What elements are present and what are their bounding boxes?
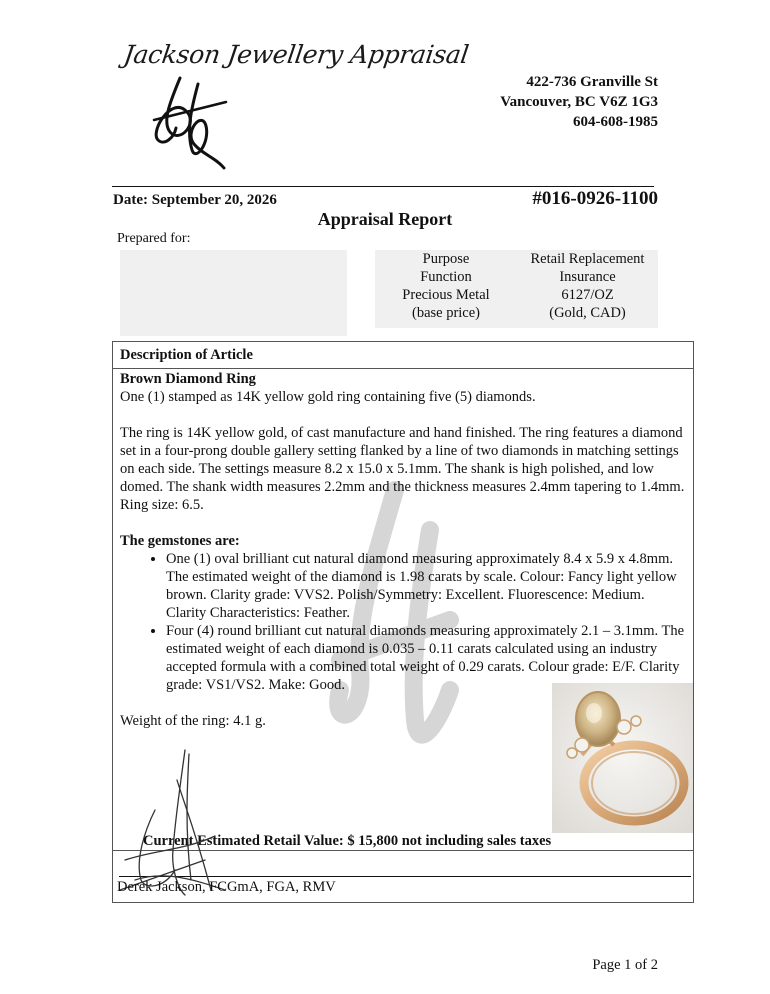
details-row [375,268,658,286]
details-row [375,304,658,322]
estimated-retail-value: Current Estimated Retail Value: $ 15,800 not including sales taxes [143,833,552,849]
gemstones-list [120,550,686,694]
appraiser-signature [115,740,235,900]
header-divider [112,186,654,187]
article-header [113,342,693,369]
gemstone-item: • One (1) oval brilliant cut natural diamond measuring approximately 8.4 x 5.9 x 4.8mm. The estimated weight of the diamond is 1.98 carats by scale. Colour: Fancy light yellow brown. Clarity grade: VVS2. Polish/Symmetry: Excellent. Fluorescence: Medium. Clarity Characteristics: Feather. [166,550,686,622]
details-value: (Gold, CAD) [549,305,626,321]
ring-weight: Weight of the ring: 4.1 g. [120,713,266,729]
details-label: (base price) [411,305,481,321]
address-street: 422-736 Granville St [526,74,658,90]
details-value: Insurance [559,269,616,285]
report-title: Appraisal Report [317,209,453,229]
details-label: Precious Metal [402,287,490,303]
ring-photo [552,683,693,833]
prepared-for-panel [120,250,347,336]
page-number: Page 1 of 2 [592,957,658,973]
report-number: #016-0926-1100 [532,188,658,209]
gemstones-heading: The gemstones are: [120,533,240,549]
item-summary: One (1) stamped as 14K yellow gold ring containing five (5) diamonds. [120,389,536,405]
details-label: Purpose [422,251,470,267]
brand-name: Jackson Jewellery Appraisal [121,40,471,69]
appraiser-name: Derek Jackson, FCGmA, FGA, RMV [117,879,336,895]
address-city: Vancouver, BC V6Z 1G3 [500,94,658,110]
details-row [375,286,658,304]
item-description: The ring is 14K yellow gold, of cast manufacture and hand finished. The ring features a diamond set in a four-prong double gallery setting flanked by a line of two diamonds in matching settings on each side. The settings measure 8.2 x 15.0 x 5.1mm. The shank is high polished, and low domed. The shank width measures 2.2mm and the thickness measures 2.4mm tapering to 1.4mm. Ring size: 6.5. [120,425,685,513]
appraisal-details-table [375,250,658,322]
gemstone-item: • Four (4) round brilliant cut natural diamonds measuring approximately 2.1 – 3.1mm. The estimated weight of each diamond is 0.035 – 0.11 carats calculated using an industry accepted formula with a combined total weight of 0.29 carats. Colour grade: E/F. Clarity grade: VS1/VS2. Make: Good. [166,622,686,694]
details-value: 6127/OZ [561,287,614,303]
jj-monogram-logo [140,72,250,172]
report-date: Date: September 20, 2026 [113,192,277,208]
prepared-for-label: Prepared for: [117,231,191,246]
details-label: Function [420,269,472,285]
details-value: Retail Replacement [530,251,645,267]
article-body [120,370,686,730]
appraisal-details-panel [375,250,658,328]
company-address [500,72,658,132]
article-heading: Description of Article [120,347,253,363]
company-phone: 604-608-1985 [573,114,658,130]
details-row [375,250,658,268]
item-name: Brown Diamond Ring [120,371,256,387]
